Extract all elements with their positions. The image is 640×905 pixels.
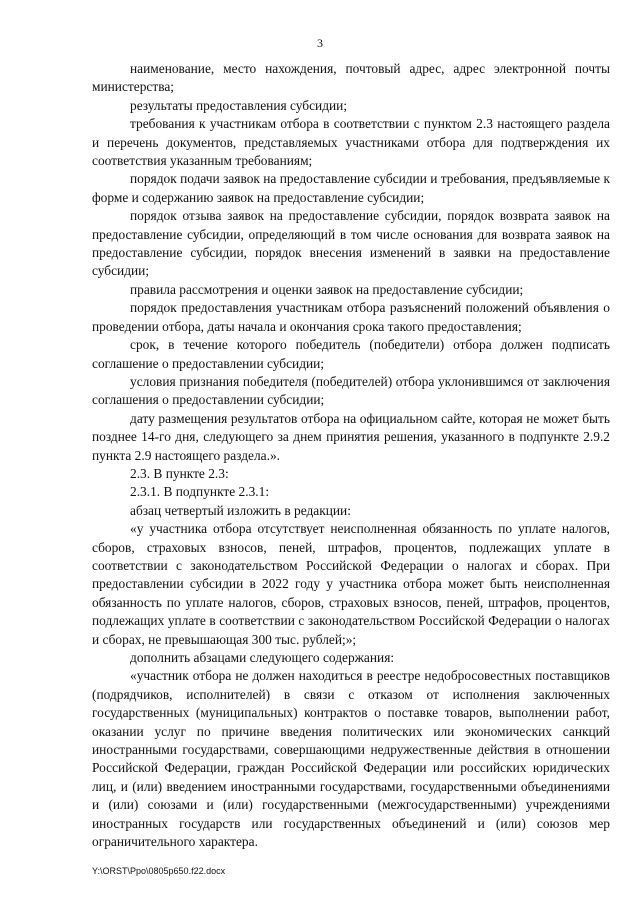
- paragraph: наименование, место нахождения, почтовый адрес, адрес электронной почты министерства;: [92, 61, 610, 95]
- paragraph: правила рассмотрения и оценки заявок на предоставление субсидии;: [130, 281, 524, 297]
- footer-file-path: Y:\ORST\Ppo\0805p650.f22.docx: [92, 866, 226, 876]
- paragraph: абзац четвертый изложить в редакции:: [130, 502, 351, 518]
- paragraph: требования к участникам отбора в соответствии с пунктом 2.3 настоящего раздела и перечень документов, представляемых участниками отбора для подтверждения их соответствия указанным требованиям;: [92, 116, 610, 169]
- paragraph: 2.3.1. В подпункте 2.3.1:: [130, 484, 270, 500]
- paragraph: дополнить абзацами следующего содержания:: [130, 650, 395, 665]
- paragraph: результаты предоставления субсидии;: [130, 97, 348, 113]
- document-body: [92, 60, 610, 851]
- paragraph: «у участника отбора отсутствует неисполненная обязанность по уплате налогов, сборов, страховых взносов, пеней, штрафов, процентов, подлежащих уплате в соответствии с законодательством Российской Федерации о налогах и сборах. При предоставлении субсидии в 2022 году у участника отбора может быть неисполненная обязанность по уплате налогов, сборов, страховых взносов, пеней, штрафов, процентов, подлежащих уплате в соответствии с законодательством Российской Федерации о налогах и сборах, не превышающая 300 тыс. рублей;»;: [92, 521, 610, 647]
- paragraph: дату размещения результатов отбора на официальном сайте, которая не может быть позднее 14-го дня, следующего за днем принятия решения, указанного в подпункте 2.9.2 пункта 2.9 настоящего раздела.».: [92, 410, 610, 463]
- page-number: 3: [317, 36, 323, 50]
- paragraph: порядок предоставления участникам отбора разъяснений положений объявления о проведении отбора, даты начала и окончания срока такого предоставления;: [92, 300, 610, 334]
- paragraph: срок, в течение которого победитель (победители) отбора должен подписать соглашение о предоставлении субсидии;: [92, 337, 610, 371]
- paragraph: «участник отбора не должен находиться в реестре недобросовестных поставщиков (подрядчиков, исполнителей) в связи с отказом от исполнения заключенных государственных (муниципальных) контрактов о поставке товаров, выполнении работ, оказании услуг по причине введения политических или экономических санкций иностранными государствами, совершающими недружественные действия в отношении Российской Федерации, граждан Российской Федерации или российских юридических лиц, и (или) введением иностранными государствами, государственными объединениями и (или) союзами и (или) государственными (межгосударственными) учреждениями иностранных государств или государственных объединений и (или) союзов мер ограничительного характера.: [92, 668, 610, 850]
- paragraph: порядок подачи заявок на предоставление субсидии и требования, предъявляемые к форме и содержанию заявок на предоставление субсидии;: [92, 171, 610, 205]
- paragraph: условия признания победителя (победителей) отбора уклонившимся от заключения соглашения о предоставлении субсидии;: [92, 373, 610, 408]
- paragraph: порядок отзыва заявок на предоставление субсидии, порядок возврата заявок на предоставление субсидии, определяющий в том числе основания для возврата заявок на предоставление субсидии, порядок внесения изменений в заявки на предоставление субсидии;: [92, 208, 610, 279]
- paragraph: 2.3. В пункте 2.3:: [130, 465, 229, 481]
